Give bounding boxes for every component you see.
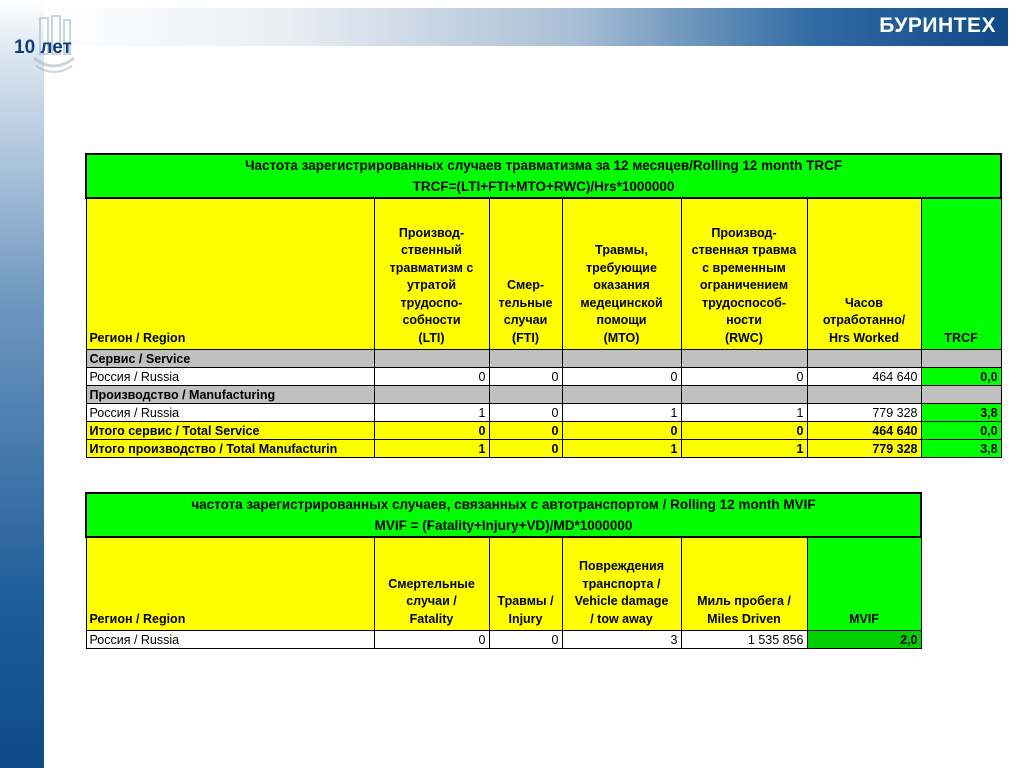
- cell-value: [681, 350, 807, 368]
- cell-value: 0: [489, 422, 562, 440]
- header-text-line: TRCF: [944, 330, 978, 345]
- brand-name: БУРИНТЕХ: [879, 14, 996, 37]
- column-header: [86, 198, 374, 350]
- cell-value: 1: [562, 404, 681, 422]
- row-label: Сервис / Service: [86, 350, 374, 368]
- column-header: [807, 537, 921, 631]
- header-text-line: Производ-: [398, 225, 465, 240]
- header-text-line: отработанно/: [822, 313, 906, 327]
- row-label: Итого сервис / Total Service: [86, 422, 374, 440]
- header-text-line: Миль пробега /: [697, 594, 791, 608]
- cell-value: 3,8: [921, 440, 1001, 458]
- column-header: [374, 537, 489, 631]
- cell-value: 779 328: [807, 440, 921, 458]
- cell-value: 1 535 856: [681, 631, 807, 649]
- cell-value: 0: [489, 368, 562, 386]
- header-text-line: Часов: [844, 295, 883, 310]
- cell-value: 0: [489, 404, 562, 422]
- title-row: [86, 493, 921, 537]
- header-text-line: / tow away: [590, 611, 653, 626]
- cell-value: 0: [489, 631, 562, 649]
- header-text-line: Травмы,: [595, 243, 648, 257]
- header-text-line: собности: [402, 313, 461, 327]
- column-header-row: [86, 198, 1001, 350]
- header-text-line: случаи: [503, 313, 548, 327]
- header-text-line: транспорта /: [582, 576, 661, 591]
- table-row: [86, 631, 921, 649]
- cell-value: 0: [681, 422, 807, 440]
- cell-value: 464 640: [807, 368, 921, 386]
- cell-value: [489, 350, 562, 368]
- section-row: [86, 386, 1001, 404]
- header-text-line: MVIF: [849, 611, 879, 626]
- column-header: [681, 198, 807, 350]
- cell-value: 1: [562, 440, 681, 458]
- cell-value: [807, 350, 921, 368]
- cell-value: 1: [374, 440, 489, 458]
- cell-value: 0,0: [921, 368, 1001, 386]
- cell-value: [681, 386, 807, 404]
- header-text-line: Травмы /: [497, 594, 554, 608]
- header-text-line: Injury: [508, 611, 543, 626]
- title-line: Частота зарегистрированных случаев травматизма за 12 месяцев/Rolling 12 month TRCF: [244, 158, 843, 173]
- column-header: [921, 198, 1001, 350]
- header-text-line: Смер-: [506, 278, 545, 292]
- table-row: [86, 404, 1001, 422]
- cell-value: [921, 350, 1001, 368]
- column-header: [86, 537, 374, 631]
- table-title: [86, 493, 921, 537]
- header-text-line: (LTI): [418, 330, 445, 345]
- column-header: [562, 198, 681, 350]
- cell-value: 779 328: [807, 404, 921, 422]
- column-header: [374, 198, 489, 350]
- cell-value: 1: [681, 440, 807, 458]
- row-label: Россия / Russia: [86, 368, 374, 386]
- cell-value: 1: [681, 404, 807, 422]
- mvif-table: [85, 492, 922, 649]
- header-text-line: (MTO): [603, 330, 640, 345]
- cell-value: 3: [562, 631, 681, 649]
- header-text-line: Повреждения: [578, 559, 664, 573]
- column-header: [807, 198, 921, 350]
- header-text-line: помощи: [596, 313, 647, 327]
- table-title: [86, 154, 1001, 198]
- header-text-line: Miles Driven: [707, 611, 781, 626]
- header-text-line: ственная травма: [691, 243, 797, 257]
- cell-value: 0: [374, 368, 489, 386]
- cell-value: [374, 386, 489, 404]
- column-header: [489, 198, 562, 350]
- header-text-line: тельные: [498, 295, 553, 310]
- header-text-line: (FTI): [511, 330, 540, 345]
- header-text-line: требующие: [586, 260, 657, 275]
- header-text-line: утратой: [406, 278, 457, 292]
- cell-value: [489, 386, 562, 404]
- row-label: Россия / Russia: [86, 631, 374, 649]
- title-line: частота зарегистрированных случаев, связанных с автотранспортом / Rolling 12 month MVIF: [191, 497, 816, 512]
- column-header: [489, 537, 562, 631]
- title-row: [86, 154, 1001, 198]
- header-text-line: случаи /: [406, 594, 457, 608]
- cell-value: 0: [374, 422, 489, 440]
- row-label: Производство / Manufacturing: [86, 386, 374, 404]
- cell-value: 1: [374, 404, 489, 422]
- cell-value: [374, 350, 489, 368]
- header-text-line: Смертельные: [388, 576, 475, 591]
- total-row: [86, 422, 1001, 440]
- title-line: MVIF = (Fatality+Injury+VD)/MD*1000000: [374, 518, 633, 533]
- header-text-line: (RWC): [725, 330, 763, 345]
- header-text-line: ности: [726, 313, 762, 327]
- cell-value: 464 640: [807, 422, 921, 440]
- trcf-table: [85, 153, 1002, 458]
- header-text-line: оказания: [593, 278, 650, 292]
- cell-value: 0,0: [921, 422, 1001, 440]
- column-header: [681, 537, 807, 631]
- header-text-line: травматизм с: [389, 260, 474, 275]
- cell-value: [562, 350, 681, 368]
- cell-value: [807, 386, 921, 404]
- table-row: [86, 368, 1001, 386]
- header-text-line: Производ-: [711, 225, 777, 240]
- cell-value: 0: [374, 631, 489, 649]
- header-text-line: Регион / Region: [89, 611, 186, 626]
- column-header: [562, 537, 681, 631]
- cell-value: 0: [562, 368, 681, 386]
- header-text-line: Fatality: [409, 611, 454, 626]
- header-text-line: трудоспо-: [400, 295, 463, 310]
- cell-value: 2,0: [807, 631, 921, 649]
- title-line: TRCF=(LTI+FTI+MTO+RWC)/Hrs*1000000: [412, 179, 675, 194]
- left-decorative-bar: [0, 0, 44, 768]
- header-text-line: Vehicle damage: [574, 594, 669, 608]
- header-text-line: с временным: [702, 260, 786, 275]
- row-label: Итого производство / Total Manufacturin: [86, 440, 374, 458]
- row-label: Россия / Russia: [86, 404, 374, 422]
- header-text-line: ограничением: [699, 278, 789, 292]
- column-header-row: [86, 537, 921, 631]
- cell-value: 3,8: [921, 404, 1001, 422]
- cell-value: [921, 386, 1001, 404]
- header-text-line: Hrs Worked: [829, 330, 899, 345]
- cell-value: [562, 386, 681, 404]
- cell-value: 0: [489, 440, 562, 458]
- top-header-bar: [44, 8, 1008, 46]
- header-text-line: Регион / Region: [89, 330, 186, 345]
- total-row: [86, 440, 1001, 458]
- cell-value: 0: [681, 368, 807, 386]
- anniversary-label: 10 лет: [14, 37, 72, 58]
- header-text-line: медецинской: [580, 295, 663, 310]
- header-text-line: трудоспособ-: [701, 295, 787, 310]
- header-text-line: ственный: [400, 243, 462, 257]
- cell-value: 0: [562, 422, 681, 440]
- section-row: [86, 350, 1001, 368]
